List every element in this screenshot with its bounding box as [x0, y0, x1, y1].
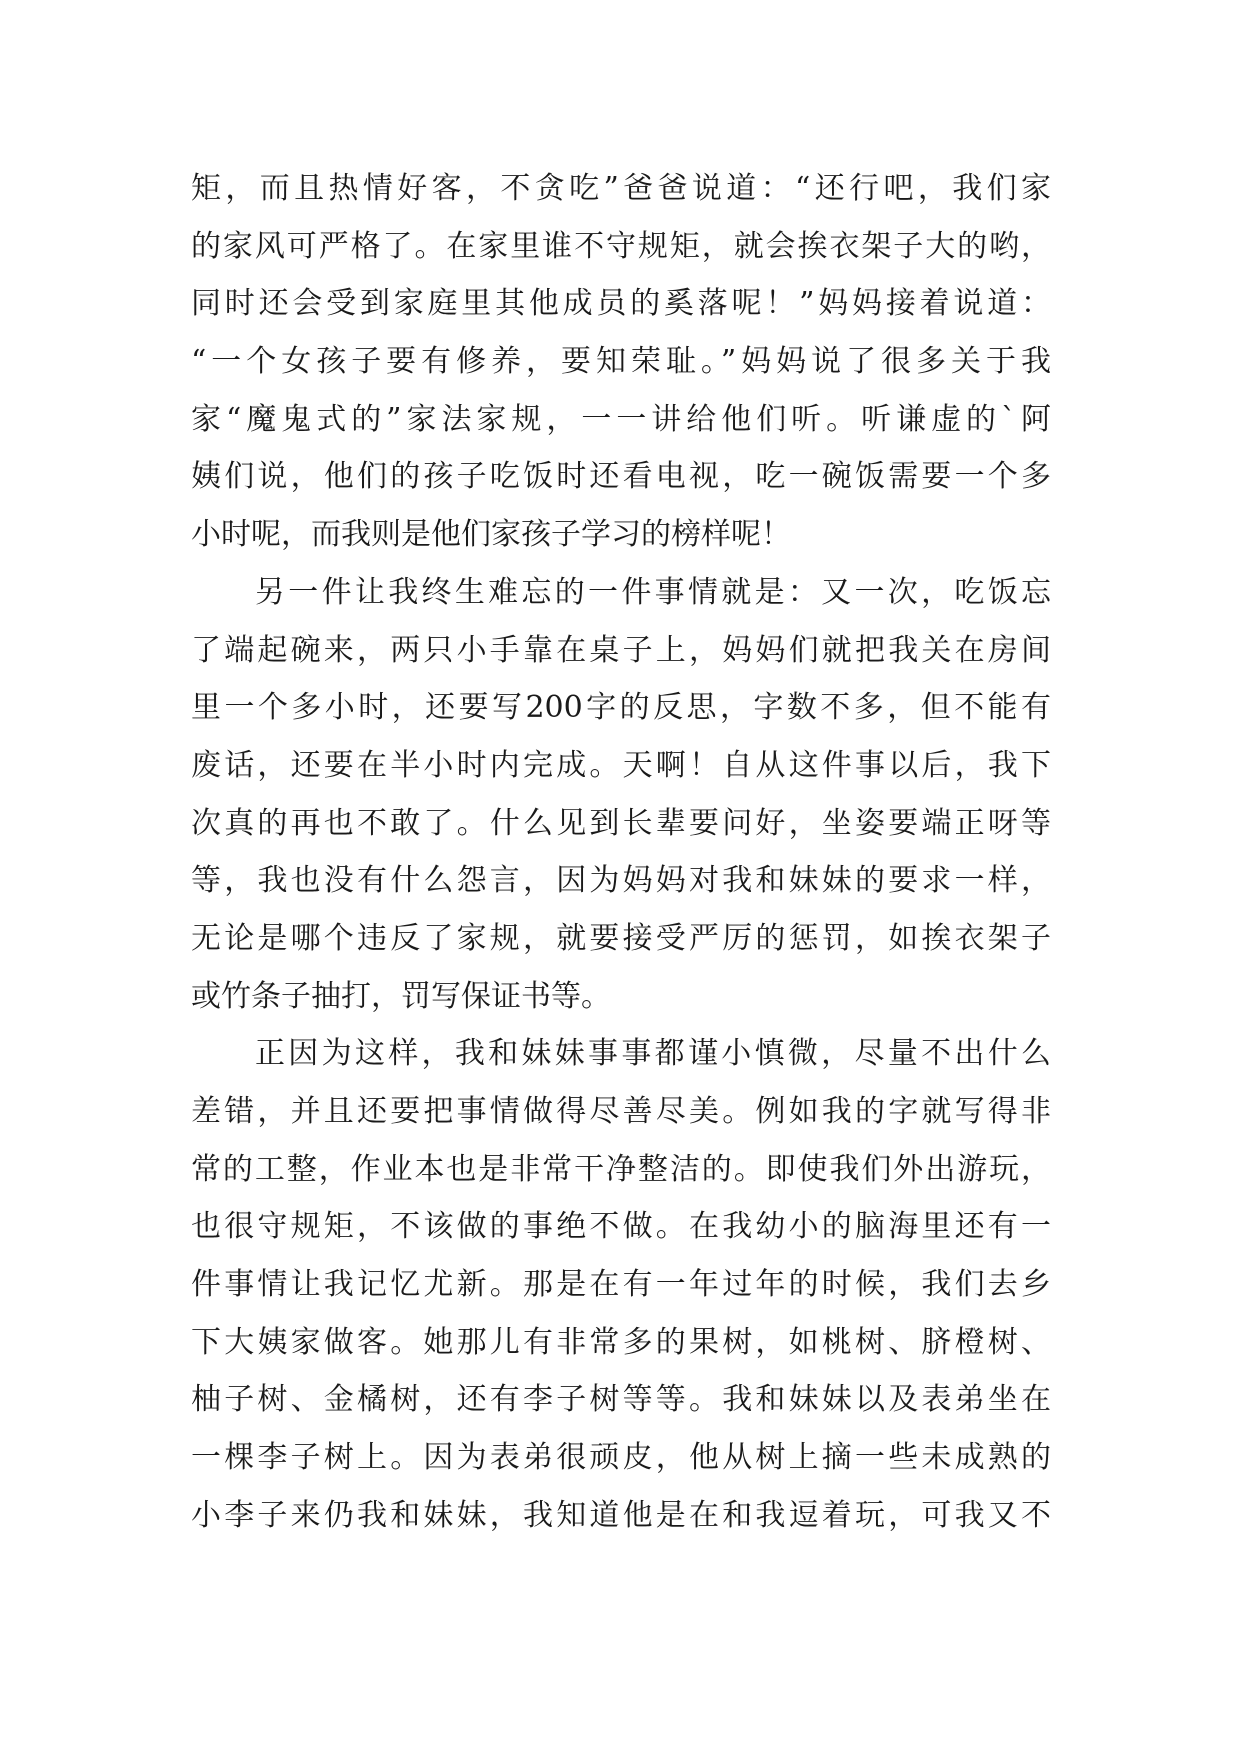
paragraph-end-line: 小时呢，而我则是他们家孩子学习的榜样呢！: [191, 517, 791, 553]
text-line: 矩，而且热情好客，不贪吃”爸爸说道：“还行吧，我们家: [191, 171, 1051, 206]
paragraph-start-line: 正因为这样，我和妹妹事事都谨小慎微，尽量不出什么: [255, 1036, 1051, 1072]
text-line: 一棵李子树上。因为表弟很顽皮，他从树上摘一些未成熟的: [191, 1440, 1051, 1476]
text-line: 柚子树、金橘树，还有李子树等等。我和妹妹以及表弟坐在: [191, 1382, 1051, 1418]
text-line: 件事情让我记忆尤新。那是在有一年过年的时候，我们去乡: [191, 1267, 1051, 1303]
text-line: 小李子来仍我和妹妹，我知道他是在和我逗着玩，可我又不: [191, 1497, 1051, 1533]
text-line: 也很守规矩，不该做的事绝不做。在我幼小的脑海里还有一: [191, 1209, 1051, 1245]
text-line: 差错，并且还要把事情做得尽善尽美。例如我的字就写得非: [191, 1094, 1051, 1129]
text-line: 次真的再也不敢了。什么见到长辈要问好，坐姿要端正呀等: [191, 805, 1051, 841]
text-line: 里一个多小时，还要写200字的反思，字数不多，但不能有: [191, 690, 1051, 726]
text-line: 常的工整，作业本也是非常干净整洁的。即使我们外出游玩，: [191, 1151, 1051, 1187]
paragraph-end-line: 或竹条子抽打，罚写保证书等。: [191, 978, 611, 1014]
text-line: 姨们说，他们的孩子吃饭时还看电视，吃一碗饭需要一个多: [191, 459, 1051, 495]
text-line: 等，我也没有什么怨言，因为妈妈对我和妹妹的要求一样，: [191, 863, 1051, 899]
body-text: [191, 160, 1051, 1545]
text-line: 家“魔鬼式的”家法家规，一一讲给他们听。听谦虚的`阿: [191, 401, 1051, 437]
text-line: “一个女孩子要有修养，要知荣耻。”妈妈说了很多关于我: [191, 344, 1051, 380]
text-line: 无论是哪个违反了家规，就要接受严厉的惩罚，如挨衣架子: [191, 920, 1051, 956]
text-line: 下大姨家做客。她那儿有非常多的果树，如桃树、脐橙树、: [191, 1324, 1051, 1360]
text-line: 了端起碗来，两只小手靠在桌子上，妈妈们就把我关在房间: [191, 632, 1051, 668]
text-line: 同时还会受到家庭里其他成员的奚落呢！”妈妈接着说道：: [191, 286, 1051, 322]
text-line: 的家风可严格了。在家里谁不守规矩，就会挨衣架子大的哟，: [191, 228, 1051, 264]
text-line: 废话，还要在半小时内完成。天啊！自从这件事以后，我下: [191, 747, 1051, 783]
paragraph-start-line: 另一件让我终生难忘的一件事情就是：又一次，吃饭忘: [255, 574, 1051, 610]
